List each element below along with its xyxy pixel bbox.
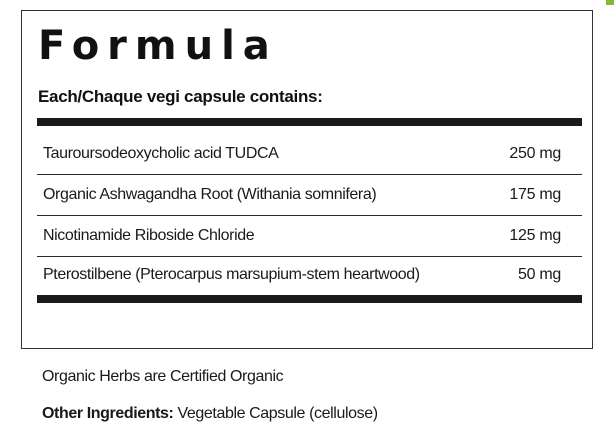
ingredient-row	[37, 134, 582, 174]
ingredient-amount: 125 mg	[509, 227, 561, 244]
corner-accent-mark	[606, 0, 614, 5]
ingredient-name: Organic Ashwagandha Root (Withania somnifera)	[43, 186, 377, 203]
ingredient-amount: 250 mg	[509, 145, 561, 162]
ingredient-amount: 50 mg	[518, 266, 561, 283]
formula-heading: Formula	[38, 23, 278, 69]
organic-certification-note: Organic Herbs are Certified Organic	[42, 368, 284, 385]
table-bottom-rule	[37, 295, 582, 303]
ingredient-row	[37, 216, 582, 256]
other-ingredients-line	[42, 405, 378, 423]
ingredient-name: Tauroursodeoxycholic acid TUDCA	[43, 145, 279, 162]
ingredient-row	[37, 175, 582, 215]
table-top-rule	[37, 118, 582, 126]
other-ingredients-label: Other Ingredients:	[42, 405, 174, 422]
ingredient-row	[37, 255, 582, 295]
ingredient-name: Nicotinamide Riboside Chloride	[43, 227, 255, 244]
ingredient-name: Pterostilbene (Pterocarpus marsupium-stem heartwood)	[43, 266, 420, 283]
other-ingredients-value: Vegetable Capsule (cellulose)	[173, 405, 378, 422]
serving-subheading: Each/Chaque vegi capsule contains:	[38, 87, 323, 106]
ingredient-amount: 175 mg	[509, 186, 561, 203]
